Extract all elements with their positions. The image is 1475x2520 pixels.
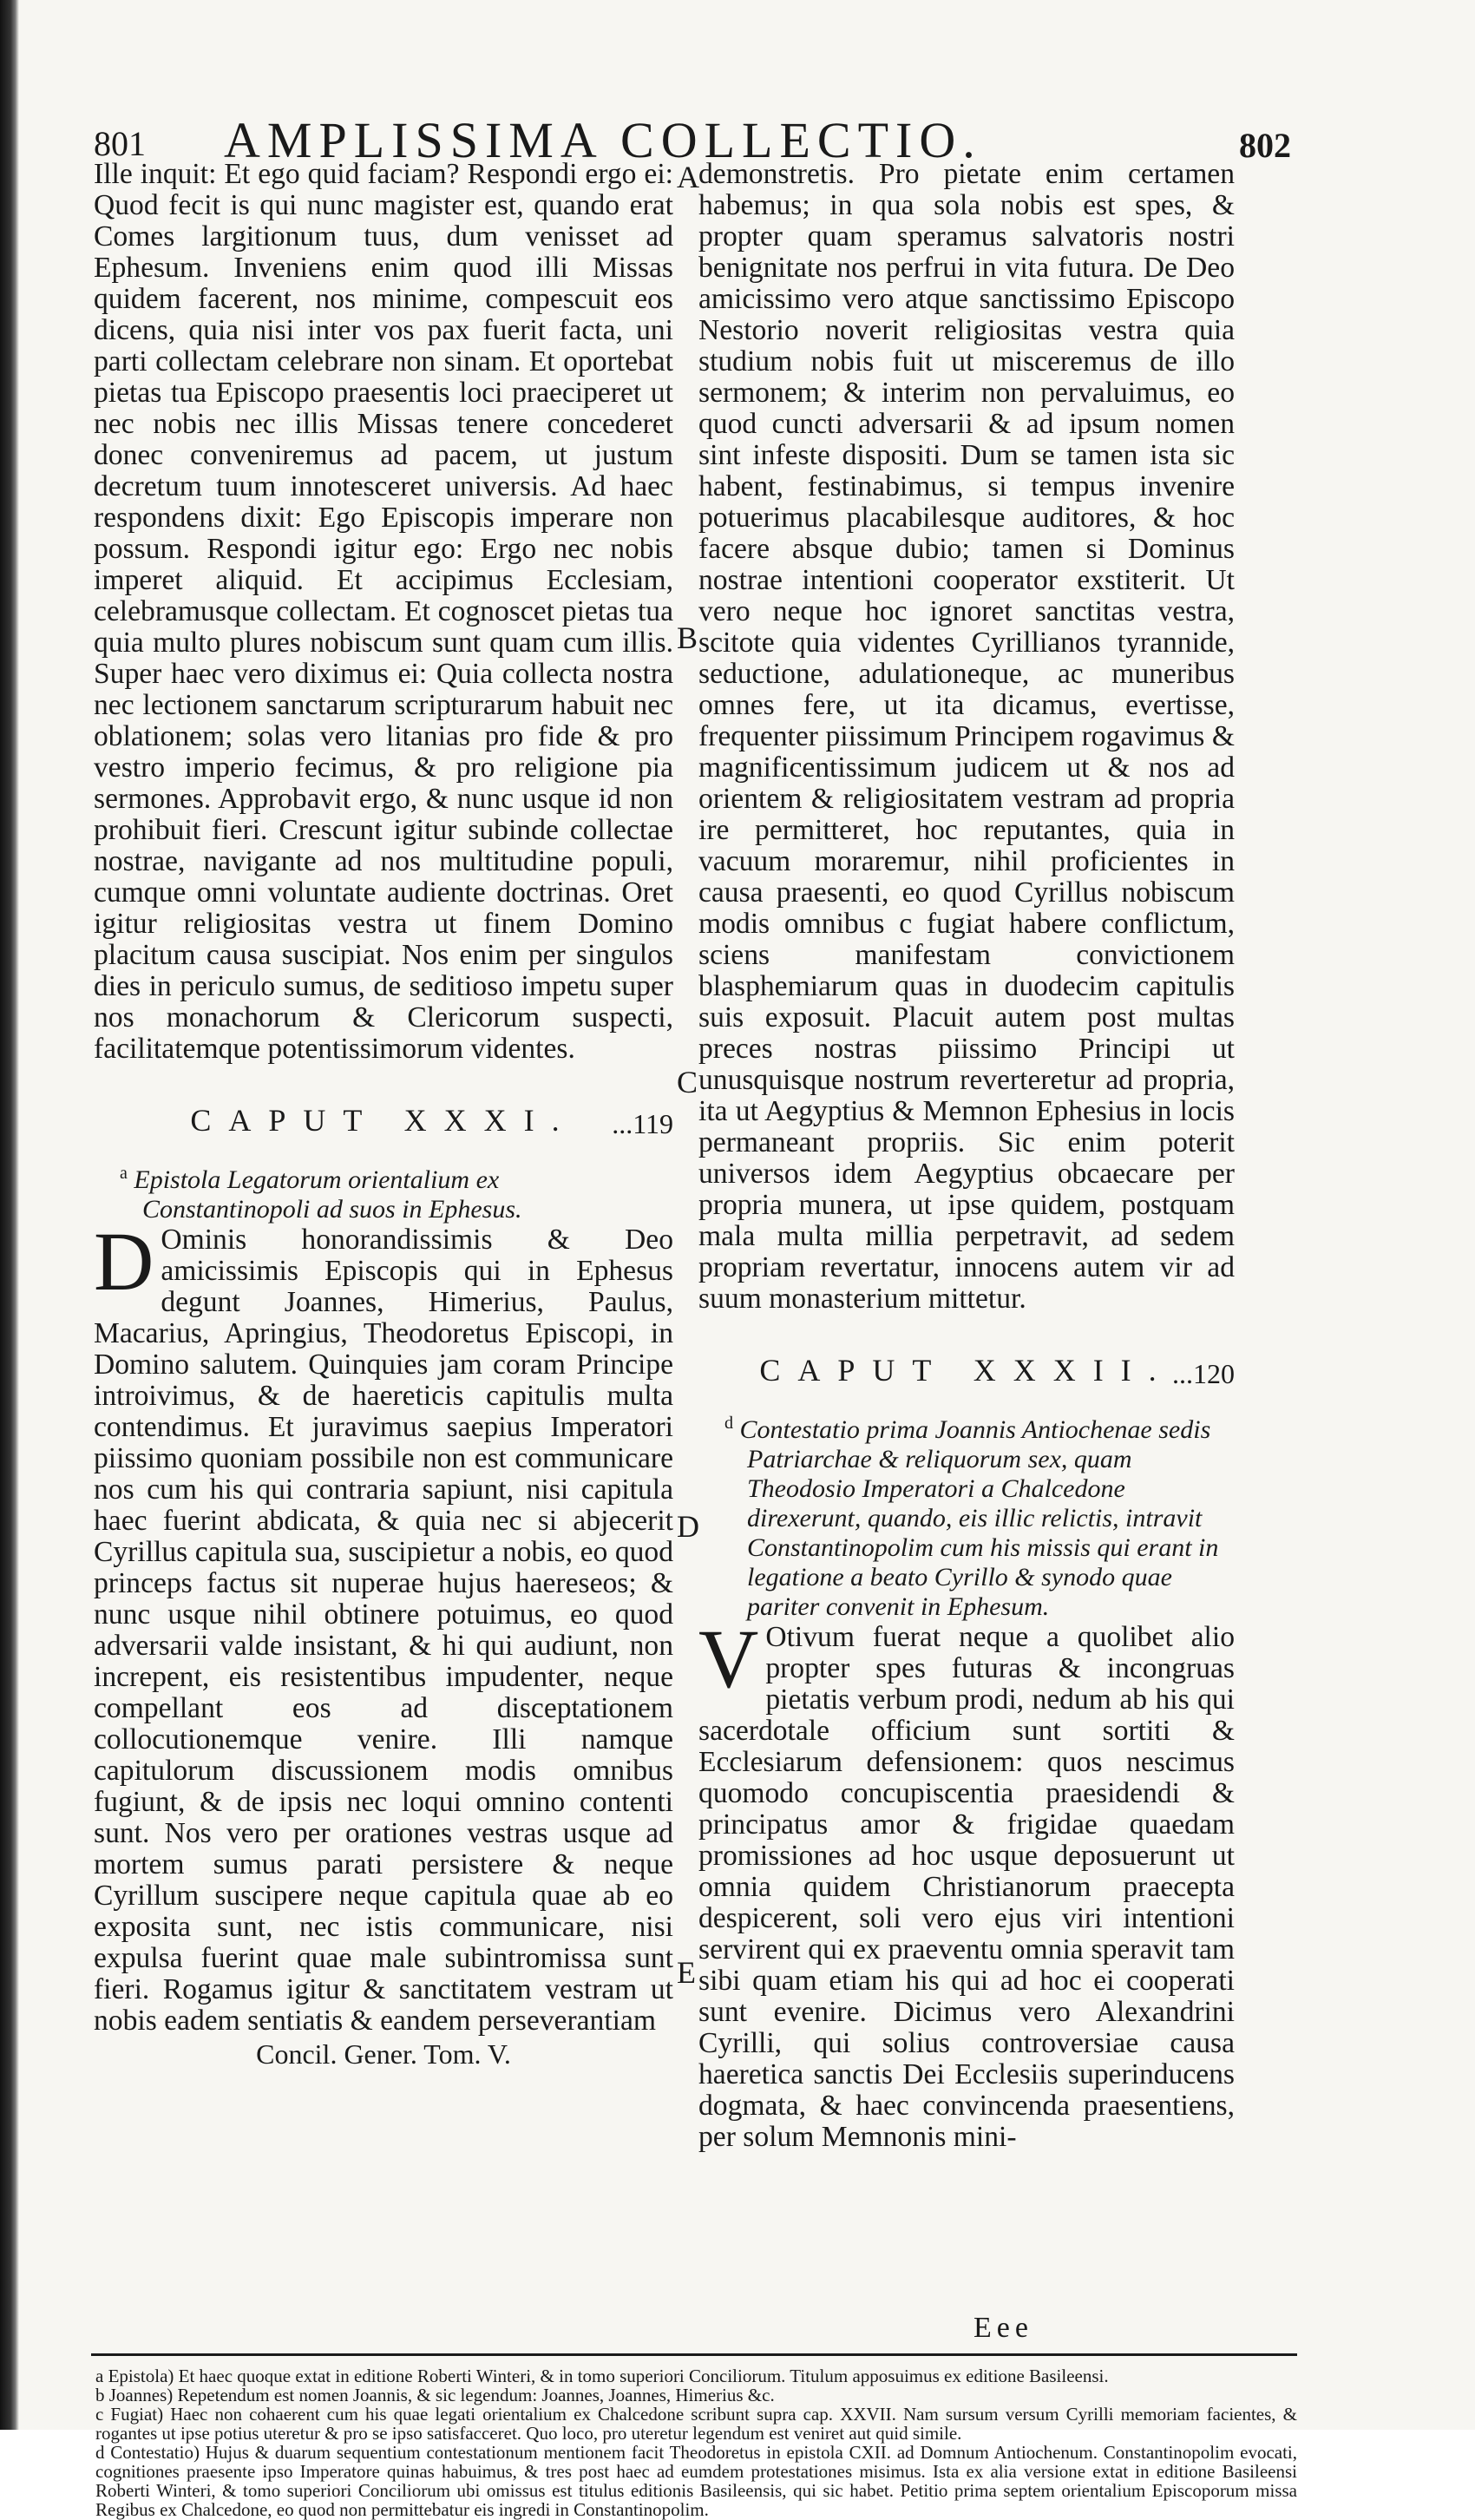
chapter-number: ...120 xyxy=(1172,1358,1235,1389)
scan-binding-shadow xyxy=(0,0,19,2430)
margin-letter-e: E xyxy=(677,1955,696,1990)
chapter-subtitle: $^d$ Contestatio prima Joannis Antiochenae sedis Patriarchae & reliquorum sex, quam Theodosio Imperatori a Chalcedone direxerunt, quando, eis illic relictis, intravit Constantinopolim cum his missis qui erant in legatione a beato Cyrillo & synodo quae pariter convenit in Ephesum. xyxy=(724,1414,1219,1621)
right-column xyxy=(698,159,1235,2153)
margin-letter-a: A xyxy=(677,160,699,194)
right-paragraph-1: demonstretis. Pro pietate enim certamen habemus; in qua sola nobis est spes, & propter quam speramus salvatoris nostri benignitate nos perfrui in vita futura. De Deo amicissimo vero atque sanctissimo Episcopo Nestorio noverit religiositas vestra quia studium nobis fuit ut misceremus de illo sermonem; & interim non pervaluimus, eo quod cuncti adversarii & ad ipsum nomen sint infeste dispositi. Dum se tamen ista sic habent, festinabimus, si tempus invenire potuerimus placabilesque auditores, & hoc facere absque dubio; tamen si Dominus nostrae intentioni cooperator exstiterit. Ut vero neque hoc ignoret sanctitas vestra, scitote quia videntes Cyrillianos tyrannide, seductione, adulationeque, ac muneribus omnes fere, ut ita dicamus, evertisse, frequenter piissimum Principem rogavimus & magnificentissimum judicem ut & nos ad orientem & religiositatem vestram ad propria ire permitteret, hoc reputantes, quia in vacuum moraremur, nihil proficientes in causa praesenti, eo quod Cyrillus nobiscum modis omnibus c fugiat habere conflictum, sciens manifestam convictionem blasphemiarum quas in duodecim capitulis suis exposuit. Placuit autem post multas preces nostras piissimo Principi ut unusquisque nostrum reverteretur ad propria, ita ut Aegyptius & Memnon Ephesius in locis permaneant propriis. Sic enim poterit universos idem Aegyptius obcaecare per propria munera, ut ipse quidem, postquam mala multa millia perpetravit, ad sedem propriam revertatur, innocens autem vir ad suum monasterium mittetur. xyxy=(698,158,1235,1315)
footnote-b: b Joannes) Repetendum est nomen Joannis, & sic legendum: Joannes, Joannes, Himerius &c. xyxy=(95,2385,775,2405)
signature-mark: Eee xyxy=(974,2312,1033,2344)
margin-letter-d: D xyxy=(677,1509,699,1544)
drop-cap: V xyxy=(698,1612,759,1705)
chapter-heading-right xyxy=(698,1353,1235,1389)
chapter-title: CAPUT XXXII. xyxy=(759,1353,1174,1388)
footnotes xyxy=(95,2366,1297,2519)
drop-cap: D xyxy=(94,1215,154,1308)
left-paragraph-1: Ille inquit: Et ego quid faciam? Respondi ergo ei: Quod fecit is qui nunc magister est, quando erat Comes largitionum tuus, dum venisset ad Ephesum. Inveniens enim quod illi Missas quidem facerent, nos minime, compescuit eos dicens, quia nisi inter vos pax fuerit facta, uni parti collectam celebrare non sinam. Et oportebat pietas tua Episcopo praesentis loci praeciperet ut nec nobis nec illis Missas tenere concederet donec conveniremus ad pacem, ut justum decretum tuum innotesceret universis. Ad haec respondens dixit: Ego Episcopis imperare non possum. Respondi igitur ego: Ergo nec nobis imperet aliquid. Et accipimus Ecclesiam, celebramusque collectam. Et cognoscet pietas tua quia multo plures nobiscum sunt quam cum illis. Super haec vero diximus ei: Quia collecta nostra nec lectionem sanctarum scripturarum habuit nec oblationem; solas vero litanias pro fide & pro vestro imperio fecimus, & pro religione pia sermones. Approbavit ergo, & nunc usque id non prohibuit fieri. Crescunt igitur subinde collectae nostrae, navigante ad nos multitudine populi, cumque omni voluntate audiente doctrinas. Oret igitur religiositas vestra ut finem Domino placitum causa suscipiat. Nos enim per singulos dies in periculo sumus, de seditioso impetu super nos monachorum & Clericorum suspecti, facilitatemque potentissimorum videntes. xyxy=(94,158,673,1065)
chapter-number: ...119 xyxy=(612,1108,673,1139)
footnote-c: c Fugiat) Haec non cohaerent cum his quae legati orientalium ex Chalcedone scribunt supra cap. XXVII. Nam sursum versum Cyrilli memoriam facientes, & rogantes ut ipse potius uteretur & pro se ipso satisfacceret. Quo loco, pro uteretur legendum est veniret aut quid simile. xyxy=(95,2404,1297,2444)
margin-letter-b: B xyxy=(677,620,698,655)
chapter-subtitle: $^a$ Epistola Legatorum orientalium ex Constantinopoli ad suos in Ephesus. xyxy=(120,1164,522,1224)
chapter-title: CAPUT XXXI. xyxy=(190,1103,577,1138)
margin-letter-c: C xyxy=(677,1065,698,1099)
left-column xyxy=(94,159,673,2070)
page-number-right: 802 xyxy=(1239,126,1291,165)
left-paragraph-2: D Ominis honorandissimis & Deo amicissimis Episcopis qui in Ephesus degunt Joannes, Himerius, Paulus, Macarius, Apringius, Theodoretus Episcopi, in Domino salutem. Quinquies jam coram Principe introivimus, & de haereticis capitulis multa contendimus. Et juravimus saepius Imperatori piissimo quoniam possibile non est communicare nos cum his qui contraria sapiunt, nisi capitula haec fuerint abdicata, & quia nec si abjecerit Cyrillus capitula sua, suscipietur a nobis, eo quod princeps factus sit nuperae hujus haereseos; & nunc usque nihil obtinere potuimus, eo quod adversarii valde insistant, & hi qui audiunt, non increpent, eis resistentibus impudenter, neque compellant eos ad disceptationem collocutionemque venire. Illi namque capitulorum discussionem modis omnibus fugiunt, & de ipsis nec loqui omnino contenti sunt. Nos vero per orationes vestras usque ad mortem sumus parati persistere & neque Cyrillum suscipere neque capitula quae ab eo exposita sunt, nec istis communicare, nisi expulsa fuerint quae male subintromissa sunt fieri. Rogamus igitur & sanctitatem vestram ut nobis eadem sentiatis & eandem perseverantiam xyxy=(94,1215,673,2037)
footnote-a: a Epistola) Et haec quoque extat in editione Roberti Winteri, & in tomo superiori Conciliorum. Titulum apposuimus ex editione Basileensi. xyxy=(95,2366,1109,2386)
footnote-rule xyxy=(91,2353,1297,2356)
chapter-heading-left xyxy=(94,1103,673,1139)
footnote-marker: d xyxy=(724,1414,733,1433)
footnote-d: d Contestatio) Hujus & duarum sequentium contestationum mentionem facit Theodoretus in epistola CXII. ad Domnum Antiochenum. Constantinopolim evocati, cognitiones praesente ipso Imperatore quinas habuimus, & tres post haec ad eumdem protestationes misimus. Ista ex alia versione extat in editione Basileensi Roberti Winteri, & tomo superiori Conciliorum ubi omissus est titulus editionis Basileensis, qui sic habet. Petitio prima septem orientalium Episcoporum missa Regibus ex Chalcedone, eo quod non permittebatur eis ingredi in Constantinopolim. xyxy=(95,2442,1297,2520)
footnote-marker: a xyxy=(120,1164,128,1183)
volume-footer: Concil. Gener. Tom. V. xyxy=(256,2038,511,2070)
page-title: AMPLISSIMA COLLECTIO. xyxy=(224,112,982,168)
page-number-left: 801 xyxy=(94,124,146,163)
right-paragraph-2: V Otivum fuerat neque a quolibet alio propter spes futuras & incongruas pietatis verbum prodi, nedum ab his qui sacerdotale officium sunt sortiti & Ecclesiarum defensionem: quos nescimus quomodo concupiscentia praesidendi & principatus amor & frigidae quaedam promissiones ad hoc usque deposuerunt ut omnia quidem Christianorum praecepta despicerent, soli vero ejus viri intentioni servirent qui ex praeventu omnia speravit tam sibi quam etiam his qui ad hoc ei cooperati sunt evenire. Dicimus vero Alexandrini Cyrilli, qui solius controversiae causa haeretica sanctis Dei Ecclesiis superinducens dogmata, & haec convincenda praesentiens, per solum Memnonis mini- xyxy=(698,1612,1235,2153)
